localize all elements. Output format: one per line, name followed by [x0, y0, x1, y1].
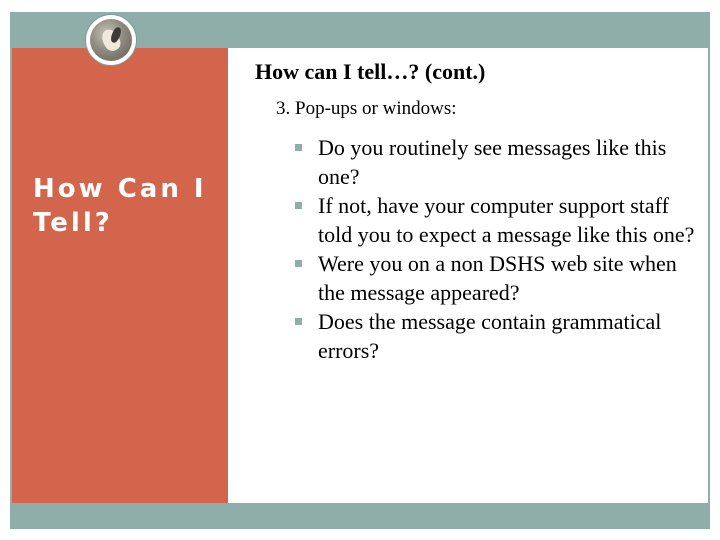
- subheading: 3. Pop-ups or windows:: [276, 98, 457, 119]
- bullet-item: [295, 191, 695, 249]
- bullet-item: [295, 133, 695, 191]
- bullet-item: [295, 249, 695, 307]
- bullet-text: Were you on a non DSHS web site when the message appeared?: [318, 251, 677, 305]
- bullet-item: [295, 307, 695, 365]
- organization-seal-icon: [86, 15, 136, 65]
- section-title: How Can I Tell?: [33, 174, 207, 238]
- square-bullet-icon: [295, 144, 302, 151]
- square-bullet-icon: [295, 260, 302, 267]
- bottom-band: [10, 503, 710, 529]
- logo-inner: [90, 19, 132, 61]
- square-bullet-icon: [295, 202, 302, 209]
- bullet-text: Do you routinely see messages like this one?: [318, 135, 667, 189]
- bullet-text: Does the message contain grammatical errors?: [318, 309, 662, 363]
- slide-title: How can I tell…? (cont.): [255, 59, 486, 84]
- bullet-text: If not, have your computer support staff told you to expect a message like this one?: [318, 193, 695, 247]
- bullet-list: [295, 133, 695, 365]
- side-panel: [12, 48, 228, 503]
- square-bullet-icon: [295, 318, 302, 325]
